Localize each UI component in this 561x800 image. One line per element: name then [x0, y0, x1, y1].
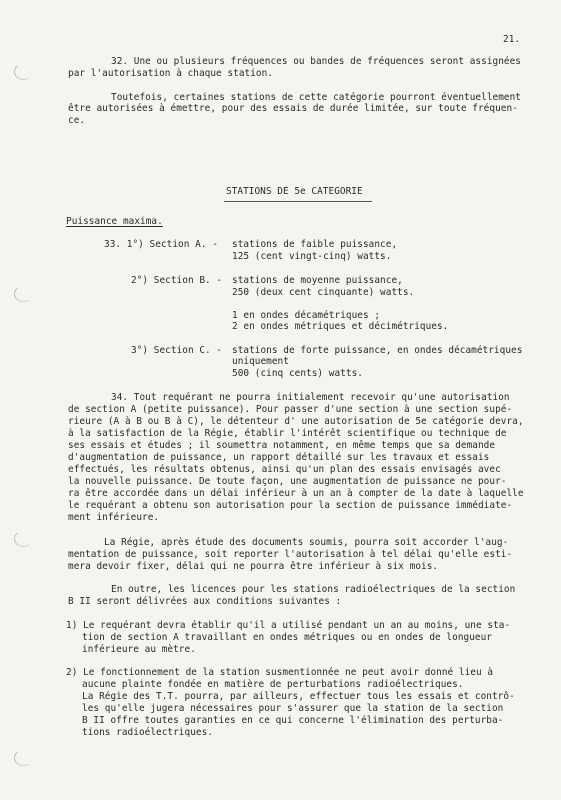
condition-2-line: aucune plainte fondée en matière de perturbations radioélectriques. — [82, 679, 464, 690]
heading-underline — [224, 201, 372, 202]
condition-2-line: les qu'elle jugera nécessaires pour s'assurer que la station de la section — [82, 703, 504, 714]
condition-1-line: tion de section A travaillant en ondes métriques ou en ondes de longueur — [82, 632, 492, 643]
paragraph-32-line: par l'autorisation à chaque station. — [68, 68, 273, 79]
section-a-line: stations de faible puissance, — [232, 239, 398, 250]
paragraph-34-line: effectués, les résultats obtenus, ainsi qu'un plan des essais envisagés avec — [68, 464, 501, 475]
condition-2-line: tions radioélectriques. — [82, 727, 213, 738]
section-b-label: 2°) Section B. - — [131, 275, 223, 286]
punch-hole-mark — [13, 749, 33, 767]
punch-hole-mark — [13, 63, 33, 81]
section-c-line: uniquement — [232, 356, 289, 367]
section-c-label: 3°) Section C. - — [131, 345, 223, 356]
paragraph-en-outre-line: En outre, les licences pour les stations radioélectriques de la section — [111, 584, 516, 595]
section-c-line: 500 (cinq cents) watts. — [232, 368, 363, 379]
condition-2-line: 2) Le fonctionnement de la station susmentionnée ne peut avoir donné lieu à — [66, 667, 494, 678]
paragraph-34-line: ment inférieure. — [68, 512, 160, 523]
paragraph-34-line: d'augmentation de puissance, un rapport détaillé sur les travaux et essais — [68, 452, 490, 463]
section-a-label: 33. 1°) Section A. - — [104, 239, 218, 250]
section-b-line: 250 (deux cent cinquante) watts. — [232, 287, 415, 298]
paragraph-34-line: rieure (A à B ou B à C), le détenteur d' une autorisation de 5e catégorie devra, — [68, 416, 524, 427]
paragraph-regie-line: mentation de puissance, soit reporter l'autorisation à tel délai qu'elle esti- — [68, 549, 513, 560]
punch-hole-mark — [13, 285, 33, 303]
paragraph-34-line: ses essais et études ; il soumettra notamment, en même temps que sa demande — [68, 440, 496, 451]
condition-2-line: La Régie des T.T. pourra, par ailleurs, effectuer tous les essais et contrô- — [82, 691, 515, 702]
paragraph-34-line: à la satisfaction de la Régie, établir l'intérêt scientifique ou technique de — [68, 428, 507, 439]
section-b-detail-line: 2 en ondes métriques et décimétriques. — [232, 321, 449, 332]
condition-2-line: B II offre toutes garanties en ce qui concerne l'élimination des perturba- — [82, 715, 504, 726]
paragraph-en-outre-line: B II seront délivrées aux conditions suivantes : — [68, 596, 342, 607]
paragraph-34-line: ra être accordée dans un délai inférieur à un an à compter de la date à laquelle — [68, 488, 524, 499]
paragraph-34-line: 34. Tout requérant ne pourra initialement recevoir qu'une autorisation — [111, 392, 510, 403]
subheading-puissance-maxima: Puissance maxima. — [66, 216, 163, 227]
section-b-line: stations de moyenne puissance, — [232, 275, 403, 286]
paragraph-34-line: la nouvelle puissance. De toute façon, une augmentation de puissance ne pour- — [68, 476, 507, 487]
section-b-detail-line: 1 en ondes décamétriques ; — [232, 310, 381, 321]
paragraph-regie-line: mera devoir fixer, délai qui ne pourra être inférieur à six mois. — [68, 561, 439, 572]
paragraph-34-line: de section A (petite puissance). Pour passer d'une section à une section supé- — [68, 404, 513, 415]
paragraph-toutefois-line: être autorisées à émettre, pour des essais de durée limitée, sur toute fréquen- — [68, 103, 518, 114]
condition-1-line: 1) Le requérant devra établir qu'il a utilisé pendant un an au moins, une sta- — [66, 620, 511, 631]
page-number: 21. — [503, 34, 521, 45]
paragraph-toutefois-line: Toutefois, certaines stations de cette catégorie pourront éventuellement — [111, 92, 521, 103]
paragraph-32-line: 32. Une ou plusieurs fréquences ou bandes de fréquences seront assignées — [111, 56, 521, 67]
section-a-line: 125 (cent vingt-cinq) watts. — [232, 251, 392, 262]
paragraph-regie-line: La Régie, après étude des documents soumis, pourra soit accorder l'aug- — [104, 537, 509, 548]
punch-hole-mark — [13, 530, 33, 548]
condition-1-line: inférieure au mètre. — [82, 644, 196, 655]
paragraph-34-line: le requérant a obtenu son autorisation pour la section de puissance immédiate- — [68, 500, 513, 511]
section-c-line: stations de forte puissance, en ondes décamétriques — [232, 345, 523, 356]
paragraph-toutefois-line: ce. — [68, 115, 86, 126]
section-heading: STATIONS DE 5e CATEGORIE — [226, 186, 363, 197]
